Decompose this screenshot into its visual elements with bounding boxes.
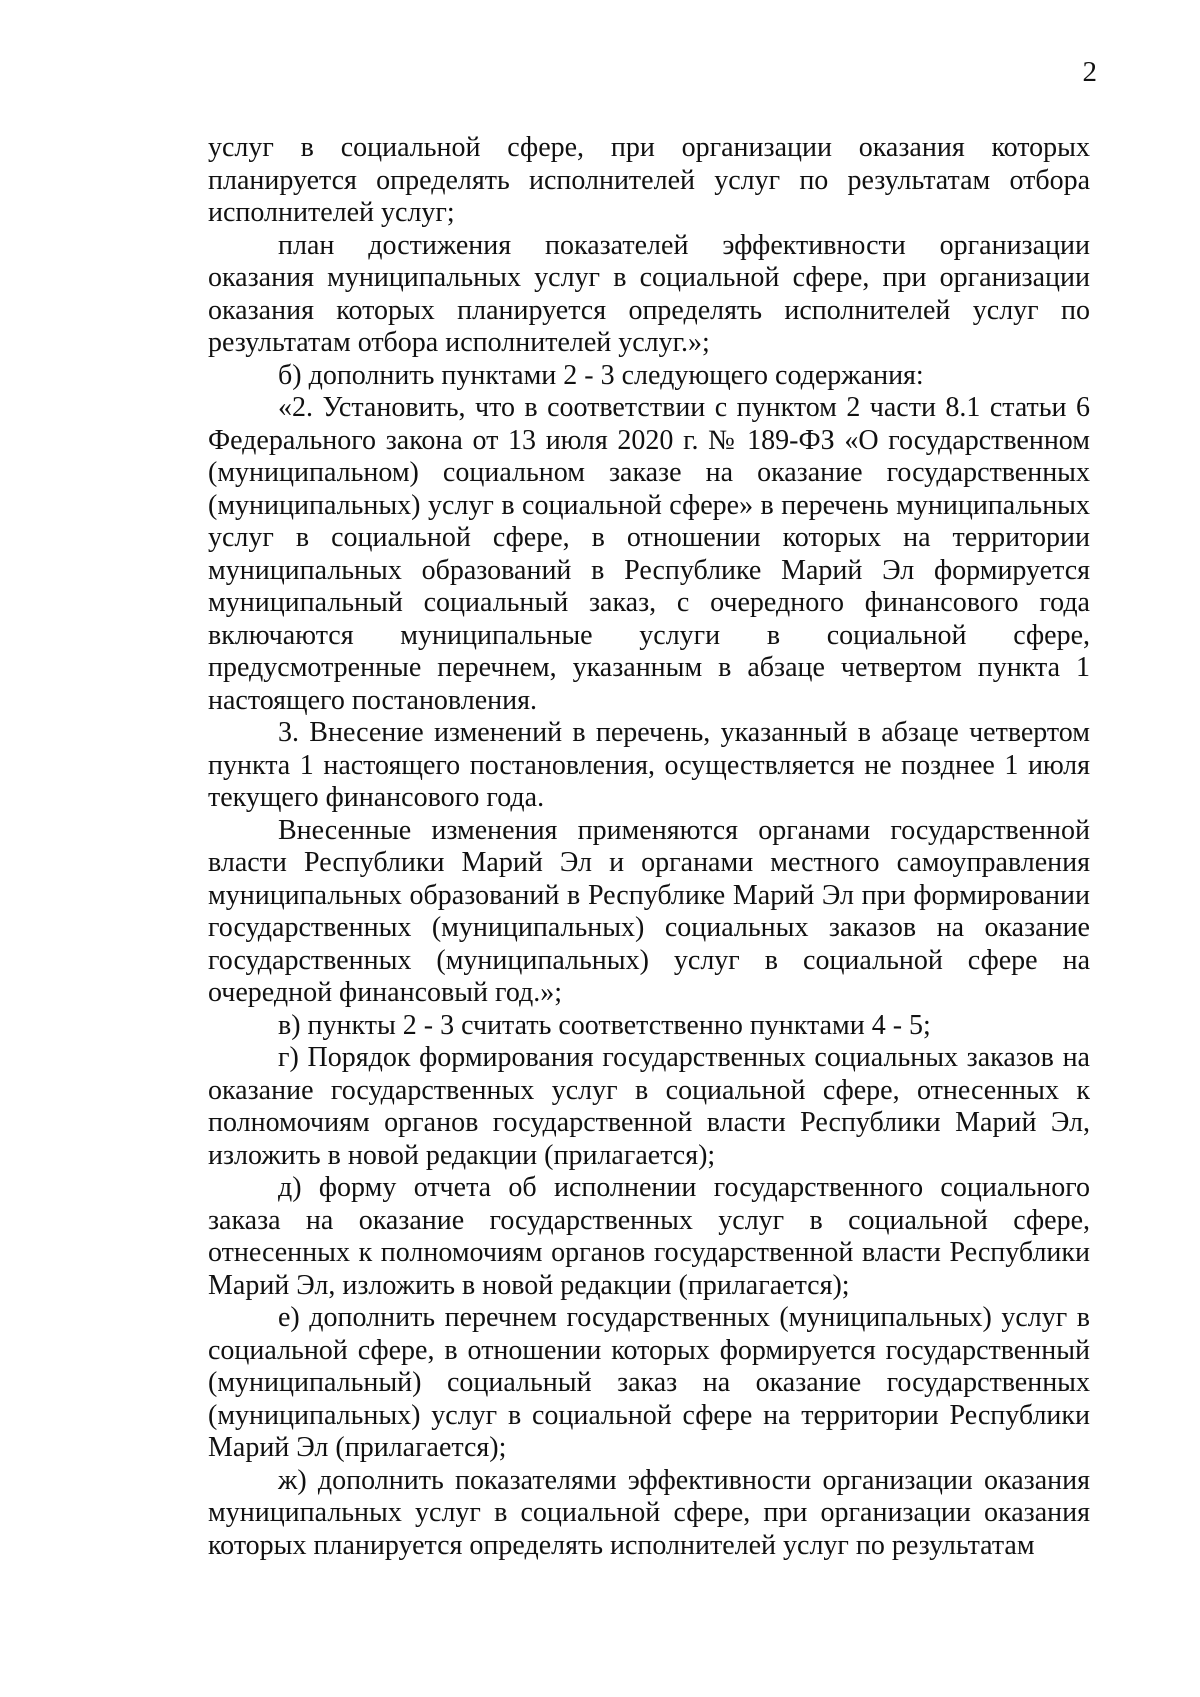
paragraph-changes-applied: Внесенные изменения применяются органами государственной власти Республики Марий Эл и органами местного самоуправления муниципальных образований в Республике Марий Эл при формировании государственных (муниципальных) социальных заказов на оказание государственных (муниципальных) услуг в социальной сфере на очередной финансовый год.»; — [208, 814, 1090, 1008]
paragraph-item-v: в) пункты 2 - 3 считать соответственно пунктами 4 - 5; — [278, 1009, 931, 1041]
paragraph-point-3: 3. Внесение изменений в перечень, указанный в абзаце четвертом пункта 1 настоящего постановления, осуществляется не позднее 1 июля текущего финансового года. — [208, 717, 1090, 813]
paragraph-item-g: г) Порядок формирования государственных социальных заказов на оказание государственных услуг в социальной сфере, отнесенных к полномочиям органов государственной власти Республики Марий Эл, изложить в новой редакции (прилагается); — [208, 1042, 1090, 1171]
paragraph-item-d: д) форму отчета об исполнении государственного социального заказа на оказание государственных услуг в социальной сфере, отнесенных к полномочиям органов государственной власти Республики Марий Эл, изложить в новой редакции (прилагается); — [208, 1172, 1090, 1301]
paragraph-point-2: «2. Установить, что в соответствии с пунктом 2 части 8.1 статьи 6 Федерального закона от 13 июля 2020 г. № 189-ФЗ «О государственном (муниципальном) социальном заказе на оказание государственных (муниципальных) услуг в социальной сфере» в перечень муниципальных услуг в социальной сфере, в отношении которых на территории муниципальных образований в Республике Марий Эл формируется муниципальный социальный заказ, с очередного финансового года включаются муниципальные услуги в социальной сфере, предусмотренные перечнем, указанным в абзаце четвертом пункта 1 настоящего постановления. — [208, 392, 1090, 716]
paragraph-item-e: е) дополнить перечнем государственных (муниципальных) услуг в социальной сфере, в отношении которых формируется государственный (муниципальный) социальный заказ на оказание государственных (муниципальных) услуг в социальной сфере на территории Республики Марий Эл (прилагается); — [208, 1302, 1090, 1463]
paragraph-item-zh: ж) дополнить показателями эффективности организации оказания муниципальных услуг в социальной сфере, при организации оказания которых планируется определять исполнителей услуг по результатам — [208, 1464, 1090, 1561]
page-number: 2 — [1082, 56, 1097, 88]
paragraph-continuation: услуг в социальной сфере, при организации оказания которых планируется определять исполнителей услуг по результатам отбора исполнителей услуг; — [208, 132, 1090, 228]
document-body — [208, 132, 1090, 1562]
paragraph-plan: план достижения показателей эффективности организации оказания муниципальных услуг в социальной сфере, при организации оказания которых планируется определять исполнителей услуг по результатам отбора исполнителей услуг.»; — [208, 229, 1090, 358]
paragraph-item-b: б) дополнить пунктами 2 - 3 следующего содержания: — [278, 359, 924, 391]
